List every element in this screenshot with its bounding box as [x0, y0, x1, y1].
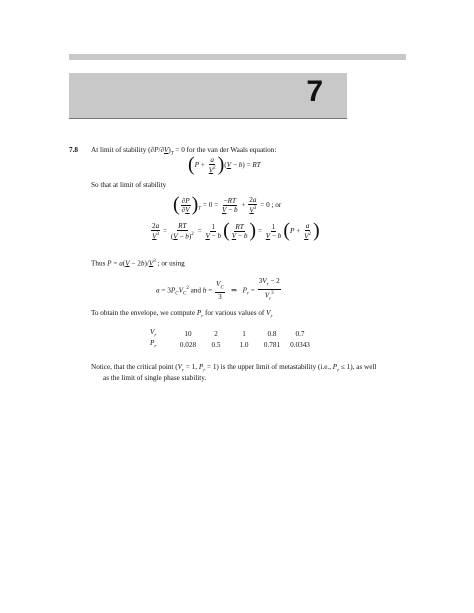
notice-line-1: Notice, that the critical point ($V_r = 1$, $P_r = 1$) is the upper limit of metastability (i.e., $P_r \le 1$), as well: [91, 363, 377, 374]
stability-equation: $\frac{2a}{V^3}$ = $\frac{RT}{(V - b)^2}$ = $\frac{1}{V - b}$ ( $\frac{RT}{V - b}$ ) = $\frac{1}{V - b}$ (P + $\frac{a}{V^2}$ ): [152, 219, 320, 242]
table-row: [150, 339, 314, 350]
and-text: and: [190, 286, 201, 295]
top-rule: [69, 54, 406, 60]
row-label-pr: $P_r$: [150, 339, 157, 350]
intro-tail: for the van der Waals equation:: [186, 146, 277, 154]
critical-constants-equation: $a = 3P_CV_C^2$ and b = $\frac{V_C}{3}$ ⇒ $P_r$ = $\frac{3V_r - 2}{V_r^3}$: [156, 277, 280, 303]
table-cell: 0.781: [263, 340, 281, 349]
table-cell: 10: [184, 329, 192, 338]
table-cell: 0.0343: [290, 340, 310, 349]
envelope-line: To obtain the envelope, we compute $P_r$ for various values of $V_r$: [91, 309, 273, 320]
reduced-values-table: [150, 328, 314, 350]
header-underline: [69, 118, 347, 119]
notice-line-2: as the limit of single phase stability.: [103, 374, 207, 382]
chapter-header-band: [69, 73, 347, 118]
problem-label: 7.8: [69, 146, 78, 154]
or-using-text: ; or using: [157, 259, 185, 268]
or-text: ; or: [271, 200, 282, 209]
notice-text-2: is the upper limit of metastability (i.e.,: [220, 363, 331, 371]
notice-text-3: ), as well: [350, 363, 377, 371]
thus-line: Thus $P = a(V - 2b)/V^3$ ; or using: [91, 259, 185, 268]
table-cell: 0.028: [179, 340, 197, 349]
problem-statement: At limit of stability $(\partial P/\partial V)_T = 0$ for the van der Waals equation:: [91, 146, 277, 157]
table-cell: 0.5: [211, 340, 221, 349]
so-that-text: So that at limit of stability: [91, 181, 167, 189]
table-cell: 1: [242, 329, 246, 338]
table-cell: 0.8: [267, 329, 277, 338]
thus-text: Thus: [91, 259, 106, 268]
table-row: [150, 328, 314, 339]
envelope-tail: for various values of: [205, 309, 265, 317]
envelope-text: To obtain the envelope, we compute: [91, 309, 196, 317]
vdw-equation: (P + $\frac{a}{V^2}$ )(V − b) = RT: [188, 153, 261, 176]
row-label-vr: $V_r$: [150, 328, 157, 339]
intro-text: At limit of stability: [91, 146, 147, 154]
table-cell: 1.0: [239, 340, 249, 349]
notice-text-1: Notice, that the critical point: [91, 363, 174, 371]
chapter-number: 7: [306, 75, 323, 108]
derivative-equation: ( $\frac{\partial P}{\partial V}$ )$_T = 0$ = $\frac{-RT}{V - b}$ + $\frac{2a}{V^3}$ = 0 ; or: [173, 193, 282, 216]
table-cell: 0.7: [295, 329, 305, 338]
table-cell: 2: [214, 329, 218, 338]
